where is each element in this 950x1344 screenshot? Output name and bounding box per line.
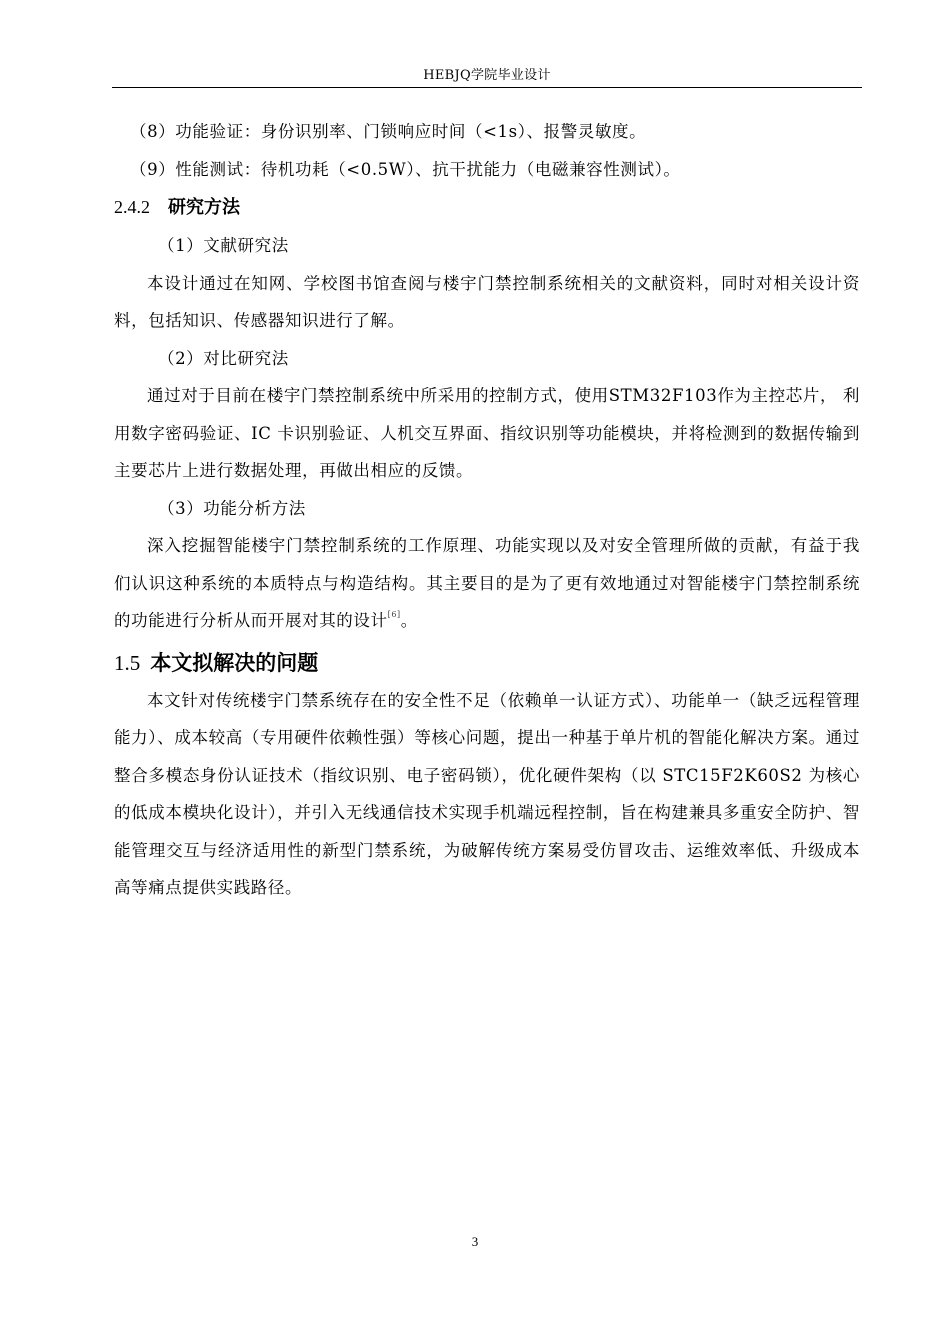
citation-reference[interactable]: [6] [387,610,401,619]
document-body [114,113,860,907]
section-number: 2.4.2 [114,197,150,217]
method-3-end: 。 [400,611,418,630]
page-header [112,66,862,88]
method-1-title: （1）文献研究法 [158,236,289,255]
section-heading-2-4-2 [114,188,860,227]
list-item-8: （8）功能验证：身份识别率、门锁响应时间（<1s）、报警灵敏度。 [130,122,647,141]
header-title: HEBJQ学院毕业设计 [423,68,551,83]
section-title: 本文拟解决的问题 [150,650,319,675]
method-2-title: （2）对比研究法 [158,348,289,368]
page-number: 3 [471,1234,479,1249]
section-title: 研究方法 [168,197,240,218]
method-3-title: （3）功能分析方法 [158,498,306,518]
list-item-9: （9）性能测试：待机功耗（<0.5W）、抗干扰能力（电磁兼容性测试）。 [130,159,681,179]
section-1-5-body: 本文针对传统楼宇门禁系统存在的安全性不足（依赖单一认证方式）、功能单一（缺乏远程管理能力）、成本较高（专用硬件依赖性强）等核心问题，提出一种基于单片机的智能化解决方案。通过整合多模态身份认证技术（指纹识别、电子密码锁），优化硬件架构（以 STC15F2K60S2 为核心的低成本模块化设计），并引入无线通信技术实现手机端远程控制，旨在构建兼具多重安全防护、智能管理交互与经济适用性的新型门禁系统，为破解传统方案易受仿冒攻击、运维效率低、升级成本高等痛点提供实践路径。 [114,690,860,897]
method-3-body [114,527,860,640]
section-number: 1.5 [114,650,141,675]
method-1-body: 本设计通过在知网、学校图书馆查阅与楼宇门禁控制系统相关的文献资料，同时对相关设计资料，包括知识、传感器知识进行了解。 [114,273,860,330]
method-3-text: 深入挖掘智能楼宇门禁控制系统的工作原理、功能实现以及对安全管理所做的贡献，有益于我们认识这种系统的本质特点与构造结构。其主要目的是为了更有效地通过对智能楼宇门禁控制系统的功能进行分析从而开展对其的设计 [114,536,860,630]
section-heading-1-5 [114,644,860,682]
method-2-body: 通过对于目前在楼宇门禁控制系统中所采用的控制方式，使用STM32F103作为主控芯片， 利用数字密码验证、IC 卡识别验证、人机交互界面、指纹识别等功能模块，并将检测到的数据传输到主要芯片上进行数据处理，再做出相应的反馈。 [114,386,860,480]
